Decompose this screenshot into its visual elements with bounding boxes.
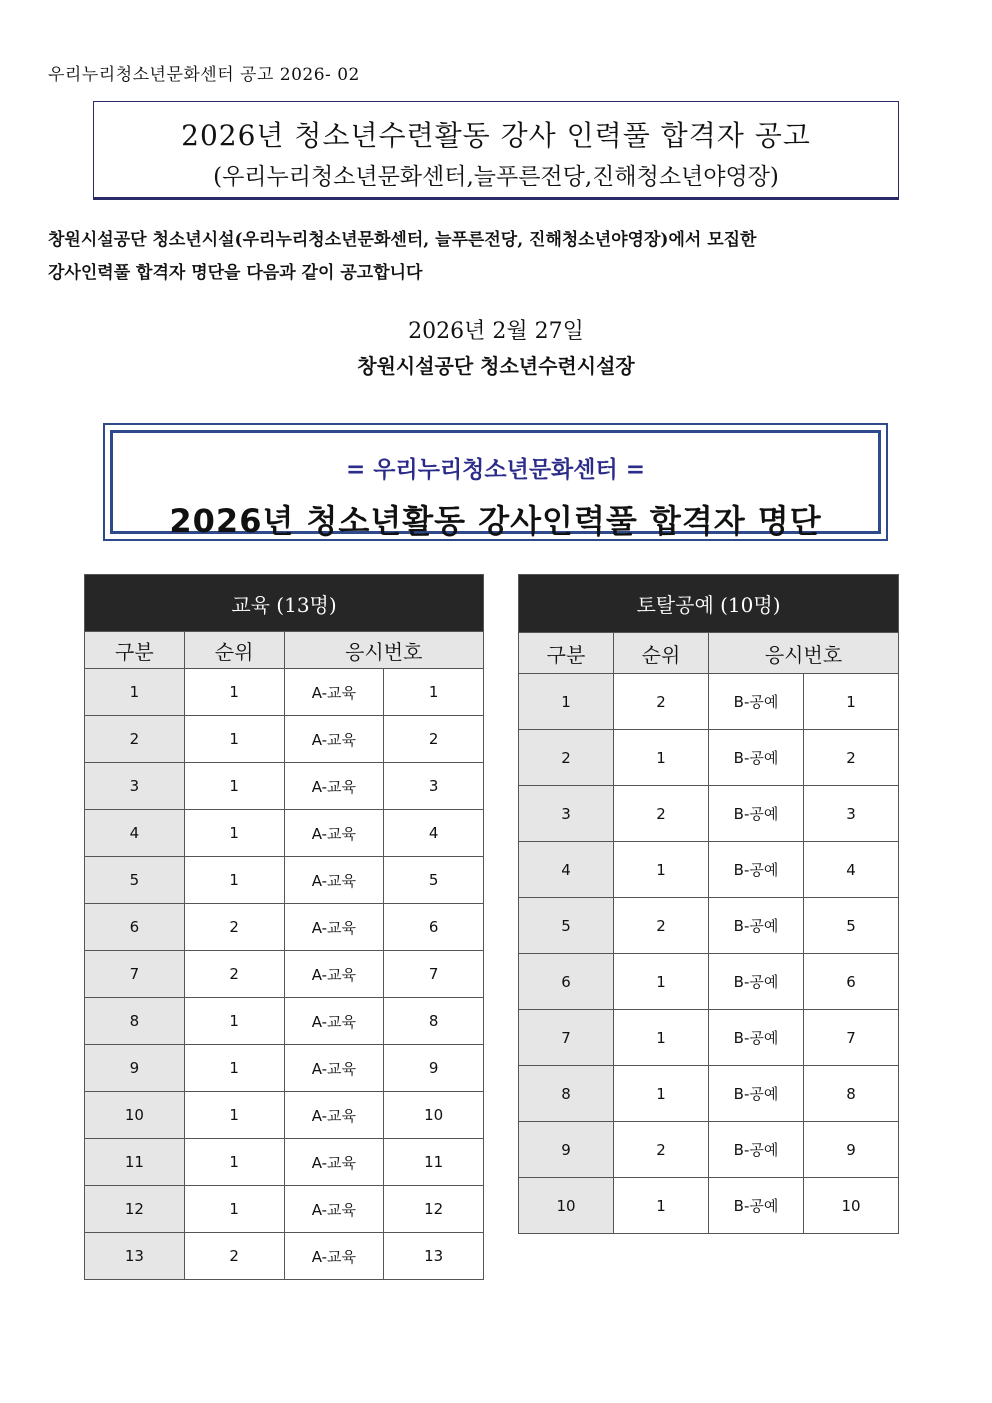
table-row — [85, 951, 484, 998]
column-header-no: 구분 — [85, 632, 185, 669]
table-row — [519, 1010, 899, 1066]
table-row — [519, 674, 899, 730]
cell-no: 9 — [85, 1045, 185, 1092]
education-table — [84, 574, 484, 1280]
intro-line-1: 창원시설공단 청소년시설(우리누리청소년문화센터, 늘푸른전당, 진해청소년야영장)에서 모집한 — [48, 230, 757, 250]
cell-rank: 1 — [184, 669, 284, 716]
table-row — [85, 998, 484, 1045]
list-banner — [103, 423, 888, 541]
cell-rank: 2 — [184, 951, 284, 998]
cell-rank: 2 — [614, 674, 709, 730]
cell-applicant-code: A-교육 — [284, 951, 384, 998]
cell-rank: 1 — [184, 1045, 284, 1092]
title-box — [93, 101, 899, 200]
cell-no: 8 — [519, 1066, 614, 1122]
cell-applicant-number: 13 — [384, 1233, 484, 1280]
cell-applicant-code: A-교육 — [284, 904, 384, 951]
cell-rank: 1 — [184, 810, 284, 857]
cell-applicant-number: 9 — [384, 1045, 484, 1092]
announcement-date: 2026년 2월 27일 — [408, 319, 584, 344]
cell-applicant-number: 7 — [804, 1010, 899, 1066]
cell-applicant-code: B-공예 — [709, 786, 804, 842]
cell-applicant-number: 10 — [804, 1178, 899, 1234]
table-row — [85, 1233, 484, 1280]
table-row — [85, 716, 484, 763]
cell-applicant-number: 8 — [384, 998, 484, 1045]
cell-applicant-code: A-교육 — [284, 669, 384, 716]
cell-no: 1 — [85, 669, 185, 716]
table-body — [519, 674, 899, 1234]
cell-rank: 2 — [184, 904, 284, 951]
cell-applicant-number: 4 — [804, 842, 899, 898]
table-row — [519, 898, 899, 954]
cell-rank: 1 — [184, 1186, 284, 1233]
cell-no: 12 — [85, 1186, 185, 1233]
cell-applicant-code: A-교육 — [284, 716, 384, 763]
cell-applicant-number: 12 — [384, 1186, 484, 1233]
cell-applicant-code: A-교육 — [284, 1045, 384, 1092]
cell-applicant-code: B-공예 — [709, 954, 804, 1010]
cell-rank: 1 — [184, 1139, 284, 1186]
cell-applicant-number: 6 — [804, 954, 899, 1010]
cell-no: 4 — [85, 810, 185, 857]
cell-applicant-number: 5 — [384, 857, 484, 904]
cell-no: 5 — [85, 857, 185, 904]
cell-rank: 1 — [614, 730, 709, 786]
table-row — [85, 1092, 484, 1139]
cell-no: 2 — [519, 730, 614, 786]
cell-no: 8 — [85, 998, 185, 1045]
intro-line-2: 강사인력풀 합격자 명단을 다음과 같이 공고합니다 — [48, 263, 423, 283]
cell-applicant-number: 2 — [384, 716, 484, 763]
cell-applicant-number: 3 — [804, 786, 899, 842]
cell-rank: 1 — [614, 842, 709, 898]
cell-applicant-code: B-공예 — [709, 1010, 804, 1066]
cell-applicant-number: 5 — [804, 898, 899, 954]
table-row — [519, 786, 899, 842]
cell-applicant-number: 11 — [384, 1139, 484, 1186]
cell-applicant-code: A-교육 — [284, 998, 384, 1045]
cell-applicant-number: 3 — [384, 763, 484, 810]
cell-no: 7 — [519, 1010, 614, 1066]
cell-applicant-code: A-교육 — [284, 1139, 384, 1186]
cell-no: 9 — [519, 1122, 614, 1178]
table-row — [85, 1045, 484, 1092]
cell-applicant-code: B-공예 — [709, 1066, 804, 1122]
column-header-applicant: 응시번호 — [709, 633, 899, 674]
cell-applicant-code: A-교육 — [284, 763, 384, 810]
cell-no: 3 — [85, 763, 185, 810]
cell-rank: 1 — [614, 1178, 709, 1234]
cell-rank: 2 — [614, 1122, 709, 1178]
cell-applicant-number: 2 — [804, 730, 899, 786]
cell-no: 13 — [85, 1233, 185, 1280]
cell-applicant-code: B-공예 — [709, 1122, 804, 1178]
table-row — [85, 904, 484, 951]
cell-rank: 1 — [184, 1092, 284, 1139]
table-row — [519, 1122, 899, 1178]
cell-no: 4 — [519, 842, 614, 898]
table-row — [519, 842, 899, 898]
intro-paragraph — [48, 224, 948, 290]
page-title: 2026년 청소년수련활동 강사 인력풀 합격자 공고 — [181, 119, 811, 152]
cell-rank: 1 — [184, 857, 284, 904]
cell-rank: 1 — [614, 1010, 709, 1066]
cell-no: 5 — [519, 898, 614, 954]
cell-applicant-code: A-교육 — [284, 810, 384, 857]
cell-rank: 1 — [184, 998, 284, 1045]
cell-applicant-number: 1 — [384, 669, 484, 716]
cell-no: 3 — [519, 786, 614, 842]
table-row — [85, 763, 484, 810]
cell-no: 1 — [519, 674, 614, 730]
table-row — [85, 1139, 484, 1186]
cell-applicant-code: A-교육 — [284, 1186, 384, 1233]
column-header-applicant: 응시번호 — [284, 632, 484, 669]
table-row — [519, 1178, 899, 1234]
table-body — [85, 669, 484, 1280]
table-row — [519, 730, 899, 786]
cell-applicant-number: 10 — [384, 1092, 484, 1139]
list-banner-inner — [110, 430, 881, 540]
cell-applicant-code: A-교육 — [284, 1233, 384, 1280]
cell-rank: 2 — [614, 786, 709, 842]
cell-applicant-code: B-공예 — [709, 842, 804, 898]
cell-rank: 1 — [184, 763, 284, 810]
cell-no: 11 — [85, 1139, 185, 1186]
table-row — [85, 810, 484, 857]
cell-no: 6 — [519, 954, 614, 1010]
cell-no: 7 — [85, 951, 185, 998]
table-row — [519, 1066, 899, 1122]
cell-applicant-code: B-공예 — [709, 674, 804, 730]
column-header-no: 구분 — [519, 633, 614, 674]
document-number: 우리누리청소년문화센터 공고 2026- 02 — [48, 65, 360, 85]
column-header-rank: 순위 — [184, 632, 284, 669]
cell-no: 10 — [85, 1092, 185, 1139]
cell-rank: 1 — [614, 954, 709, 1010]
table-row — [85, 857, 484, 904]
cell-rank: 2 — [184, 1233, 284, 1280]
cell-applicant-code: B-공예 — [709, 898, 804, 954]
banner-title: 2026년 청소년활동 강사인력풀 합격자 명단 — [169, 502, 822, 540]
cell-no: 2 — [85, 716, 185, 763]
table-row — [85, 669, 484, 716]
cell-applicant-number: 9 — [804, 1122, 899, 1178]
craft-table — [518, 574, 899, 1234]
cell-rank: 1 — [614, 1066, 709, 1122]
table-title: 토탈공예 (10명) — [519, 575, 899, 633]
cell-applicant-number: 8 — [804, 1066, 899, 1122]
cell-applicant-code: B-공예 — [709, 1178, 804, 1234]
table-title: 교육 (13명) — [85, 575, 484, 632]
cell-rank: 1 — [184, 716, 284, 763]
cell-applicant-code: B-공예 — [709, 730, 804, 786]
issuer: 창원시설공단 청소년수련시설장 — [357, 354, 635, 378]
cell-no: 10 — [519, 1178, 614, 1234]
cell-applicant-code: A-교육 — [284, 857, 384, 904]
cell-applicant-number: 1 — [804, 674, 899, 730]
table-row — [519, 954, 899, 1010]
cell-rank: 2 — [614, 898, 709, 954]
column-header-rank: 순위 — [614, 633, 709, 674]
page-subtitle: (우리누리청소년문화센터,늘푸른전당,진해청소년야영장) — [213, 164, 779, 190]
table-row — [85, 1186, 484, 1233]
cell-applicant-code: A-교육 — [284, 1092, 384, 1139]
cell-applicant-number: 7 — [384, 951, 484, 998]
cell-no: 6 — [85, 904, 185, 951]
cell-applicant-number: 4 — [384, 810, 484, 857]
cell-applicant-number: 6 — [384, 904, 484, 951]
banner-center-name: = 우리누리청소년문화센터 = — [346, 457, 645, 483]
